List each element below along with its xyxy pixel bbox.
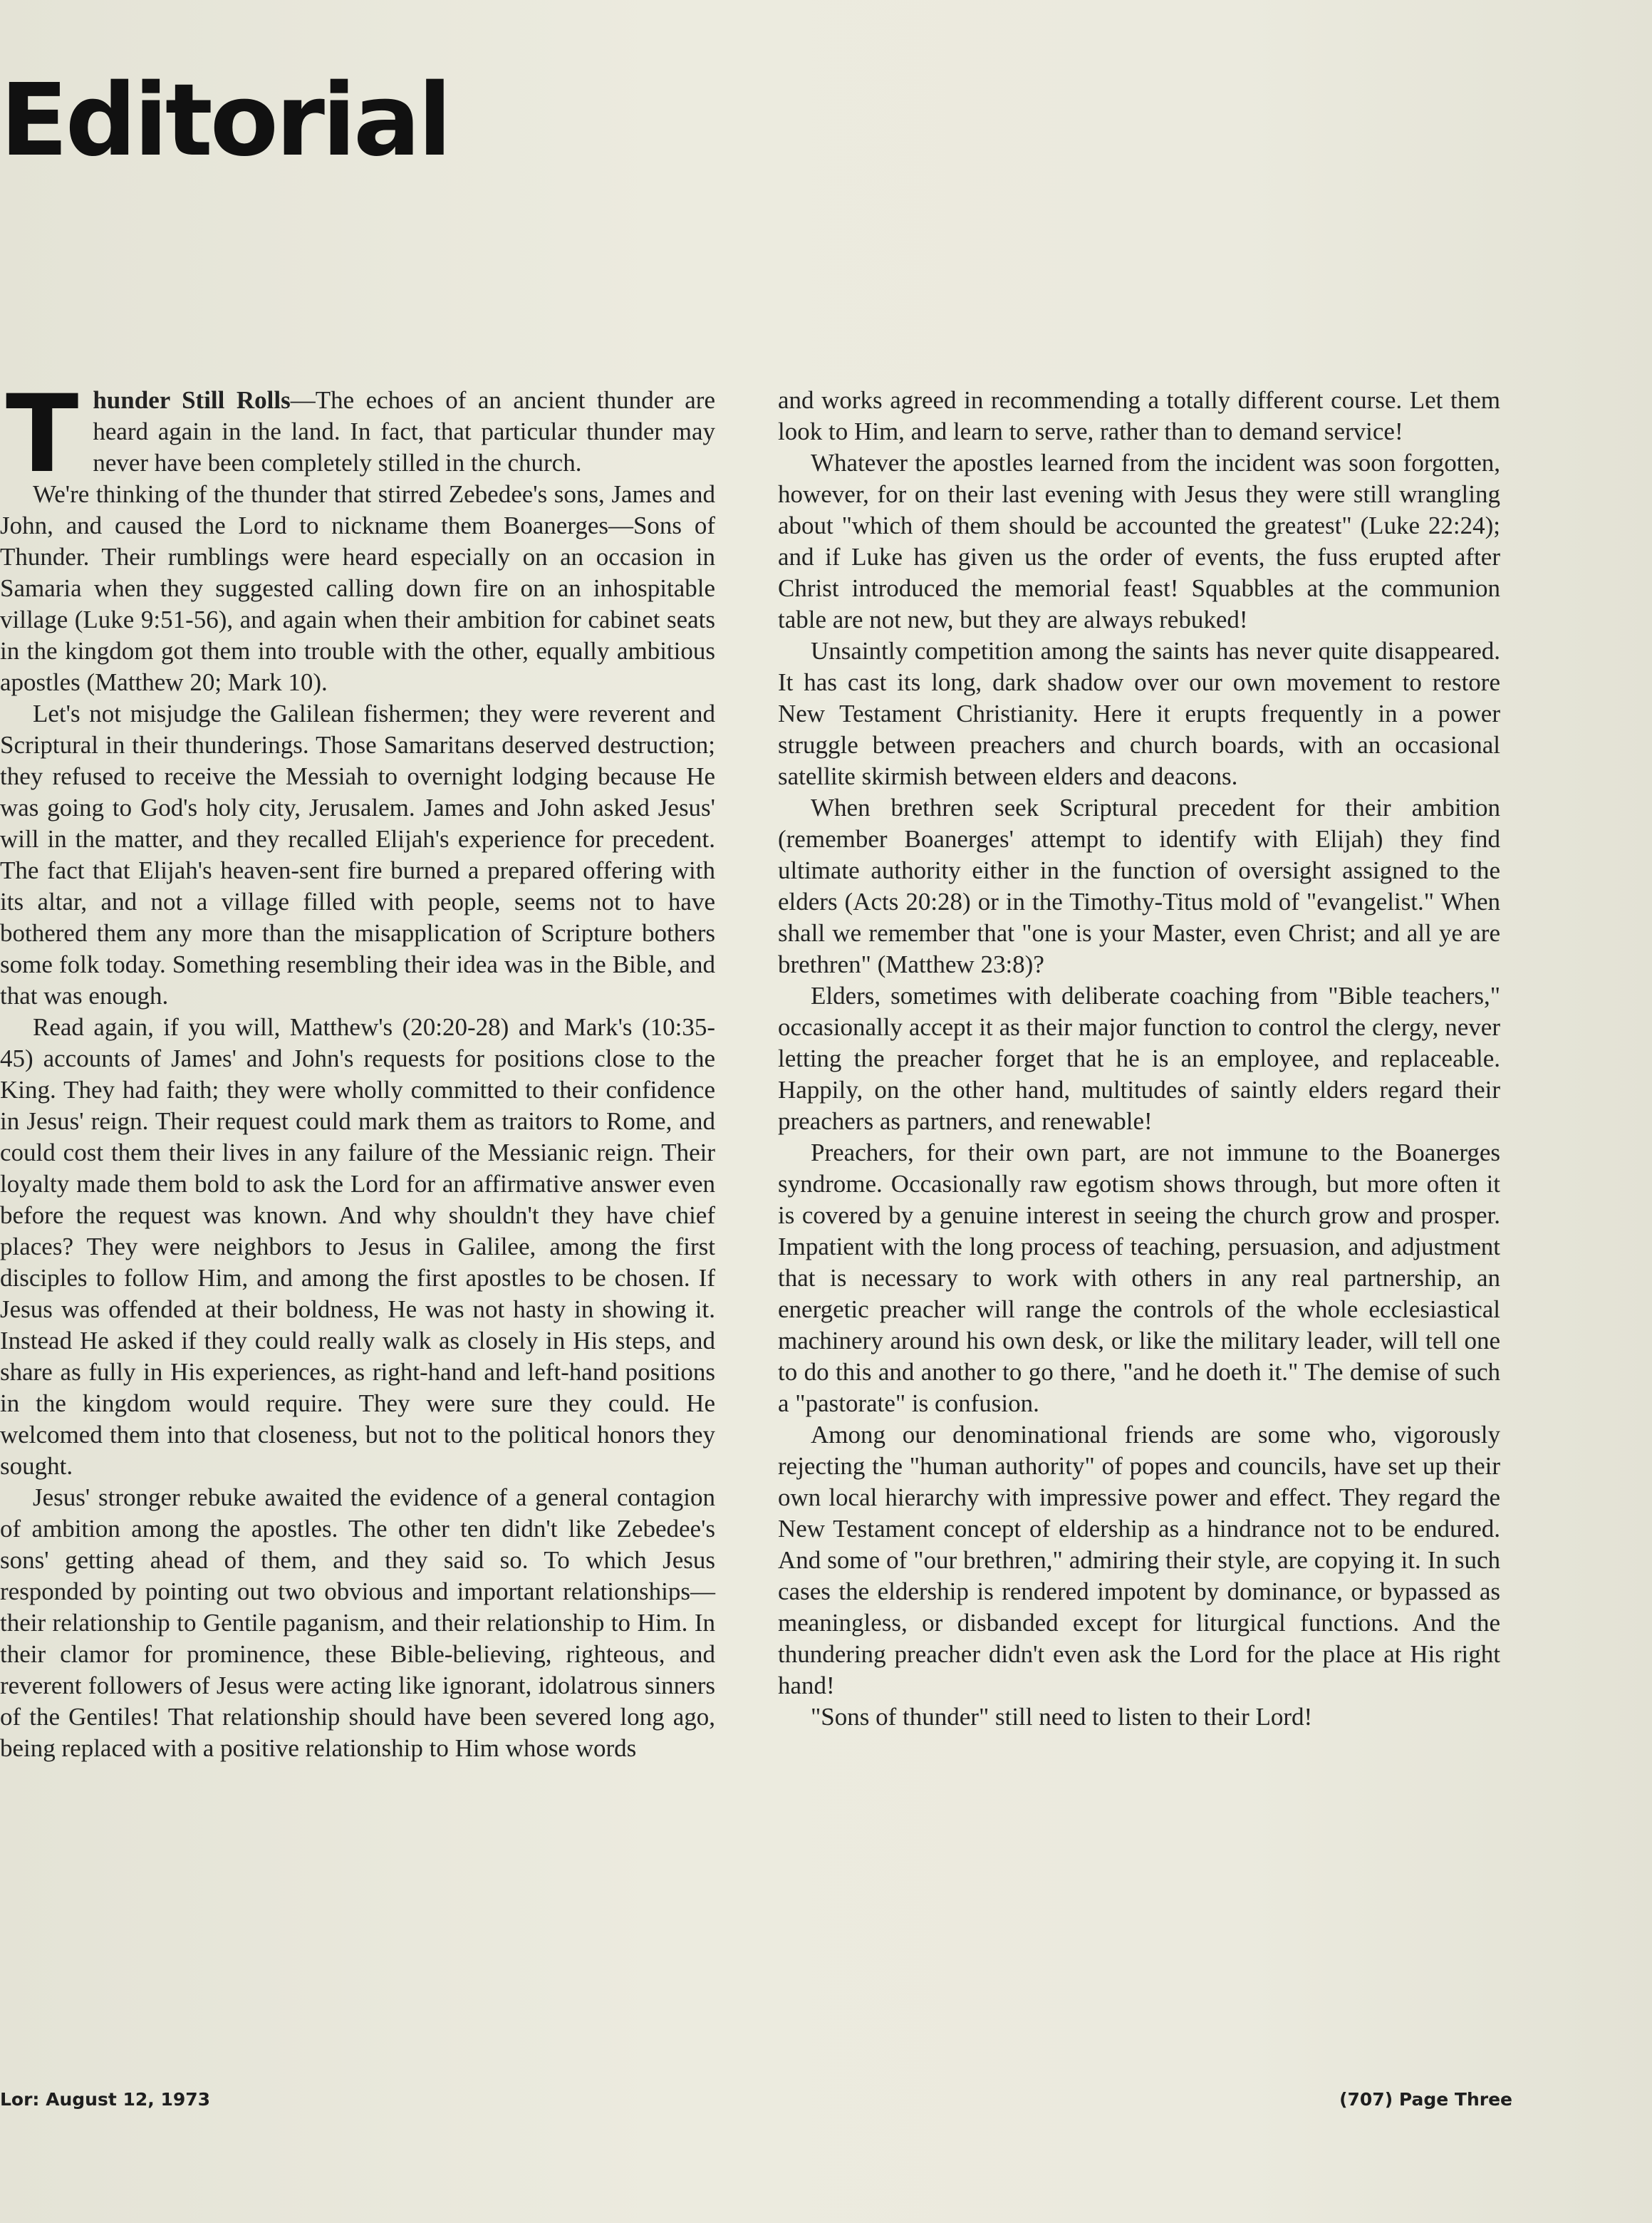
article-paragraph-continued: and works agreed in recommending a totally different course. Let them look to Him, and learn to serve, rather than to demand service! [778,386,1500,445]
footer-page-number: (707) Page Three [1339,2089,1512,2110]
article-paragraph: Let's not misjudge the Galilean fishermen; they were reverent and Scriptural in their thunderings. Those Samaritans deserved destruction; they refused to receive the Messiah to overnight lodging because He was going to God's holy city, Jerusalem. James and John asked Jesus' will in the matter, and they recalled Elijah's experience for precedent. The fact that Elijah's heaven-sent fire burned a prepared offering with its altar, and not a village filled with people, seems not to have bothered them any more than the misapplication of Scripture bothers some folk today. Something resembling their idea was in the Bible, and that was enough. [0,700,715,1010]
article-paragraph: Whatever the apostles learned from the incident was soon forgotten, however, for on their last evening with Jesus they were still wrangling about "which of them should be accounted the greatest" (Luke 22:24); and if Luke has given us the order of events, the fuss erupted after Christ introduced the memorial feast! Squabbles at the communion table are not new, but they are always rebuked! [778,449,1500,633]
article-paragraph: Read again, if you will, Matthew's (20:20-28) and Mark's (10:35-45) accounts of James' and John's requests for positions close to the King. They had faith; they were wholly committed to their confidence in Jesus' reign. Their request could mark them as traitors to Rome, and could cost them their lives in any failure of the Messianic reign. Their loyalty made them bold to ask the Lord for an affirmative answer even before the request was known. And why shouldn't they have chief places? They were neighbors to Jesus in Galilee, among the first disciples to follow Him, and among the first apostles to be chosen. If Jesus was offended at their boldness, He was not hasty in showing it. Instead He asked if they could really walk as closely in His steps, and share as fully in His experiences, as right-hand and left-hand positions in the kingdom would require. They were sure they could. He welcomed them into that closeness, but not to the political honors they sought. [0,1013,715,1480]
article-closing-line: "Sons of thunder" still need to listen to their Lord! [811,1703,1313,1731]
article-column-left [0,373,715,1764]
article-lead-in: hunder Still Rolls [93,386,291,414]
article-paragraph: Elders, sometimes with deliberate coaching from "Bible teachers," occasionally accept it as their major function to control the clergy, never letting the preacher forget that he is an employee, and replaceable. Happily, on the other hand, multitudes of saintly elders regard their preachers as partners, and renewable! [778,982,1500,1135]
article-paragraph: Jesus' stronger rebuke awaited the evidence of a general contagion of ambition among the apostles. The other ten didn't like Zebedee's sons' getting ahead of them, and they said so. To which Jesus responded by pointing out two obvious and important relationships—their relationship to Gentile paganism, and their relationship to Him. In their clamor for prominence, these Bible-believing, righteous, and reverent followers of Jesus were acting like ignorant, idolatrous sinners of the Gentiles! That relationship should have been severed long ago, being replaced with a positive relationship to Him whose words [0,1483,715,1762]
drop-cap: T [6,373,79,497]
article-paragraph: Preachers, for their own part, are not immune to the Boanerges syndrome. Occasionally raw egotism shows through, but more often it is covered by a genuine interest in seeing the church grow and prosper. Impatient with the long process of teaching, persuasion, and adjustment that is necessary to work with others in any real partnership, an energetic preacher will range the controls of the whole ecclesiastical machinery around his own desk, or like the military leader, will tell one to do this and another to go there, "and he doeth it." The demise of such a "pastorate" is confusion. [778,1139,1500,1417]
article-paragraph: Among our denominational friends are some who, vigorously rejecting the "human authority" of popes and councils, have set up their own local hierarchy with impressive power and effect. They regard the New Testament concept of eldership as a hindrance not to be endured. And some of "our brethren," admiring their style, are copying it. In such cases the eldership is rendered impotent by dominance, or bypassed as meaningless, or disbanded except for liturgical functions. And the thundering preacher didn't even ask the Lord for the place at His right hand! [778,1421,1500,1699]
footer-date: Lor: August 12, 1973 [0,2089,211,2110]
article-paragraph: We're thinking of the thunder that stirred Zebedee's sons, James and John, and caused the Lord to nickname them Boanerges—Sons of Thunder. Their rumblings were heard especially on an occasion in Samaria when they suggested calling down fire on an inhospitable village (Luke 9:51-56), and again when their ambition for cabinet seats in the kingdom got them into trouble with the other, equally ambitious apostles (Matthew 20; Mark 10). [0,480,715,696]
page-title: Editorial [0,63,450,179]
article-paragraph [0,373,715,497]
article-paragraph-text: —The echoes of an ancient thunder are heard again in the land. In fact, that particular thunder may never have been completely stilled in the church. [93,386,715,477]
article-column-right [778,385,1500,1733]
article-paragraph: When brethren seek Scriptural precedent for their ambition (remember Boanerges' attempt to identify with Elijah) they find ultimate authority either in the function of oversight assigned to the elders (Acts 20:28) or in the Timothy-Titus mold of "evangelist." When shall we remember that "one is your Master, even Christ; and all ye are brethren" (Matthew 23:8)? [778,794,1500,978]
article-paragraph: Unsaintly competition among the saints has never quite disappeared. It has cast its long, dark shadow over our own movement to restore New Testament Christianity. Here it erupts frequently in a power struggle between preachers and church boards, with an occasional satellite skirmish between elders and deacons. [778,637,1500,790]
